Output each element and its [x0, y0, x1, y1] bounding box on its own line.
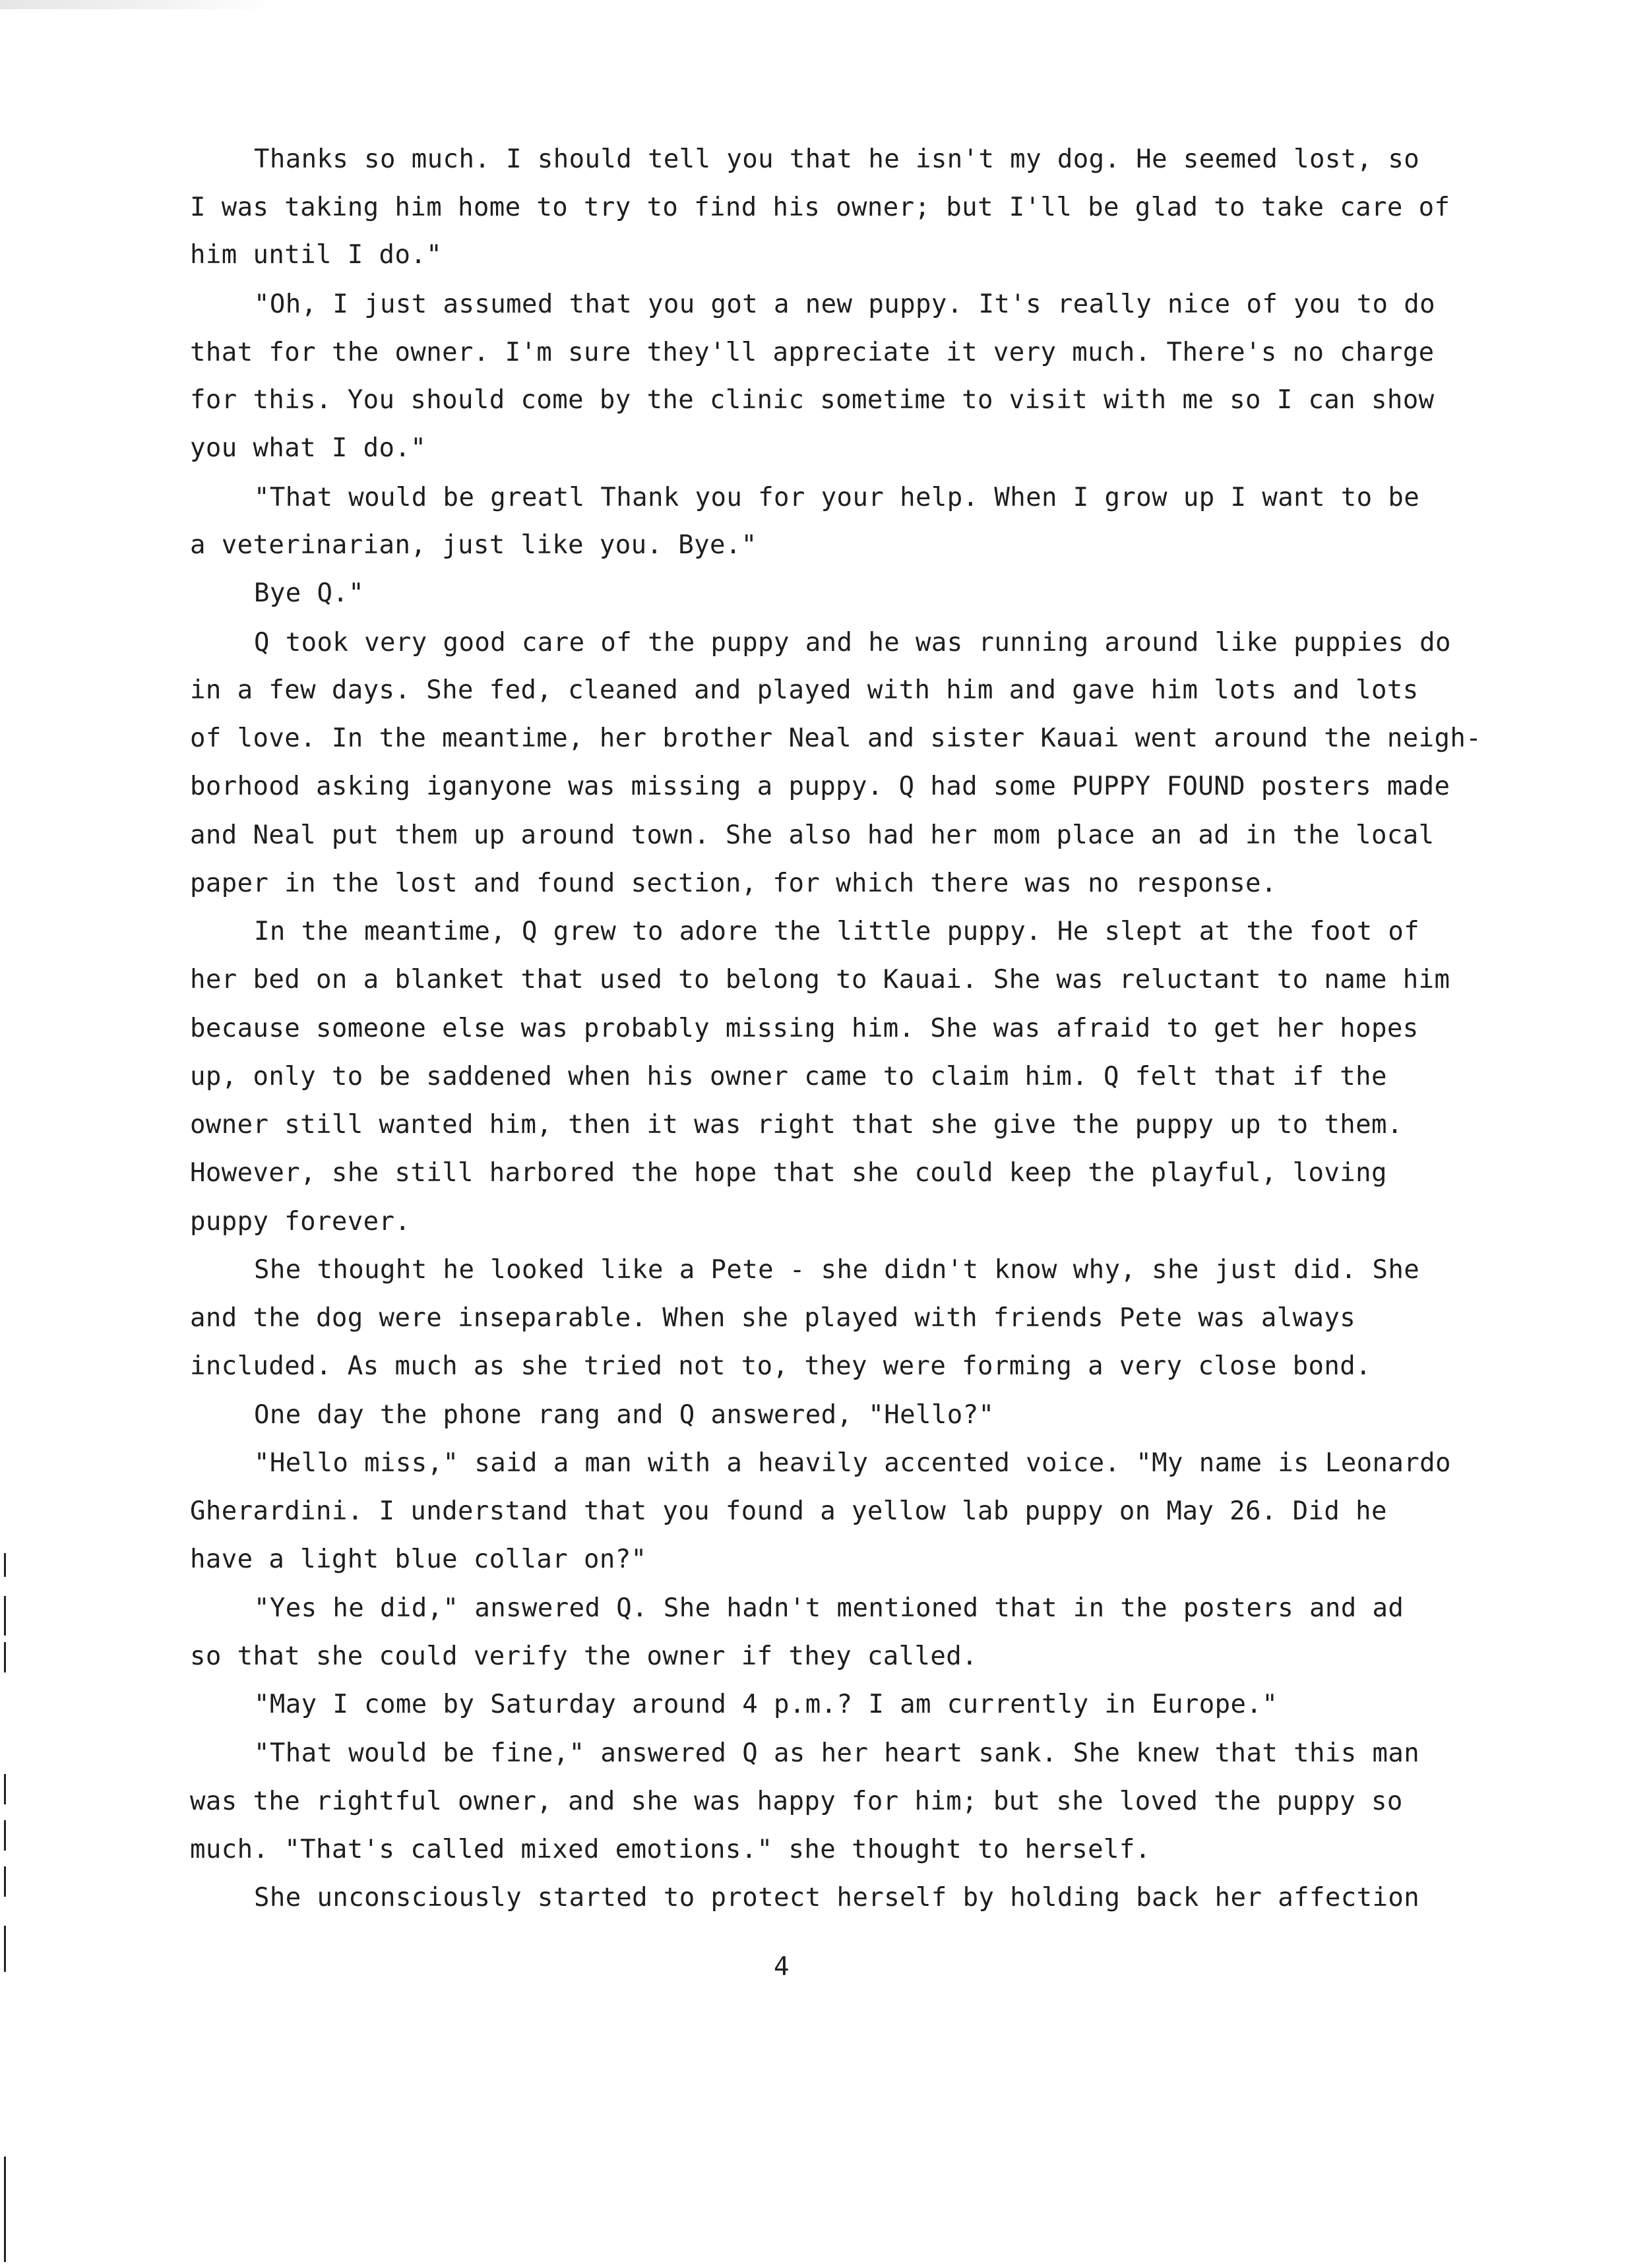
text-line: Bye Q." [254, 578, 365, 608]
text-line: I was taking him home to try to find his owner; but I'll be glad to take care of [190, 193, 1450, 222]
text-line: One day the phone rang and Q answered, "Hello?" [254, 1400, 995, 1430]
text-line: "That would be greatl Thank you for your help. When I grow up I want to be [254, 483, 1420, 512]
text-line: However, she still harbored the hope that she could keep the playful, loving [190, 1158, 1387, 1188]
text-line: of love. In the meantime, her brother Neal and sister Kauai went around the neigh- [190, 723, 1482, 753]
page-number: 4 [774, 1952, 790, 1982]
text-line: because someone else was probably missing him. She was afraid to get her hopes [190, 1014, 1419, 1043]
scan-mark [4, 2157, 6, 2262]
text-line: was the rightful owner, and she was happy for him; but she loved the puppy so [190, 1787, 1403, 1816]
text-line: and the dog were inseparable. When she played with friends Pete was always [190, 1303, 1356, 1333]
text-line: She thought he looked like a Pete - she didn't know why, she just did. She [254, 1255, 1420, 1285]
text-line: "Yes he did," answered Q. She hadn't mentioned that in the posters and ad [254, 1593, 1404, 1623]
text-line: puppy forever. [190, 1207, 411, 1237]
text-line: her bed on a blanket that used to belong to Kauai. She was reluctant to name him [190, 965, 1450, 995]
text-line: included. As much as she tried not to, they were forming a very close bond. [190, 1351, 1371, 1381]
text-line: in a few days. She fed, cleaned and played with him and gave him lots and lots [190, 675, 1419, 705]
text-line: She unconsciously started to protect herself by holding back her affection [254, 1883, 1420, 1913]
scan-mark [4, 1553, 6, 1577]
text-line: "That would be fine," answered Q as her heart sank. She knew that this man [254, 1738, 1420, 1768]
text-line: Gherardini. I understand that you found a yellow lab puppy on May 26. Did he [190, 1496, 1387, 1526]
text-line: paper in the lost and found section, for which there was no response. [190, 869, 1277, 898]
scan-edge-shading [0, 0, 277, 9]
text-line: owner still wanted him, then it was right that she give the puppy up to them. [190, 1110, 1403, 1140]
text-line: "Hello miss," said a man with a heavily accented voice. "My name is Leonardo [254, 1448, 1451, 1478]
text-line: that for the owner. I'm sure they'll appreciate it very much. There's no charge [190, 338, 1435, 367]
scan-mark [4, 1596, 6, 1636]
text-line: much. "That's called mixed emotions." she thought to herself. [190, 1835, 1151, 1864]
scan-mark [4, 1866, 6, 1897]
text-line: Thanks so much. I should tell you that he isn't my dog. He seemed lost, so [254, 144, 1420, 174]
scan-mark [4, 1926, 6, 1972]
text-line: Q took very good care of the puppy and he was running around like puppies do [254, 628, 1451, 658]
text-line: him until I do." [190, 240, 443, 270]
text-line: In the meantime, Q grew to adore the little puppy. He slept at the foot of [254, 917, 1420, 946]
text-line: borhood asking iganyone was missing a puppy. Q had some PUPPY FOUND posters made [190, 772, 1450, 801]
scan-mark [4, 1642, 6, 1672]
text-line: "May I come by Saturday around 4 p.m.? I am currently in Europe." [254, 1690, 1278, 1719]
text-line: a veterinarian, just like you. Bye." [190, 530, 757, 560]
text-line: and Neal put them up around town. She also had her mom place an ad in the local [190, 820, 1435, 850]
text-line: so that she could verify the owner if they called. [190, 1641, 978, 1671]
text-line: up, only to be saddened when his owner came to claim him. Q felt that if the [190, 1062, 1387, 1091]
text-line: you what I do." [190, 433, 427, 463]
text-line: have a light blue collar on?" [190, 1545, 647, 1574]
scan-mark [4, 1774, 6, 1804]
text-line: for this. You should come by the clinic sometime to visit with me so I can show [190, 385, 1435, 415]
text-line: "Oh, I just assumed that you got a new puppy. It's really nice of you to do [254, 290, 1435, 319]
scan-mark [4, 1820, 6, 1851]
